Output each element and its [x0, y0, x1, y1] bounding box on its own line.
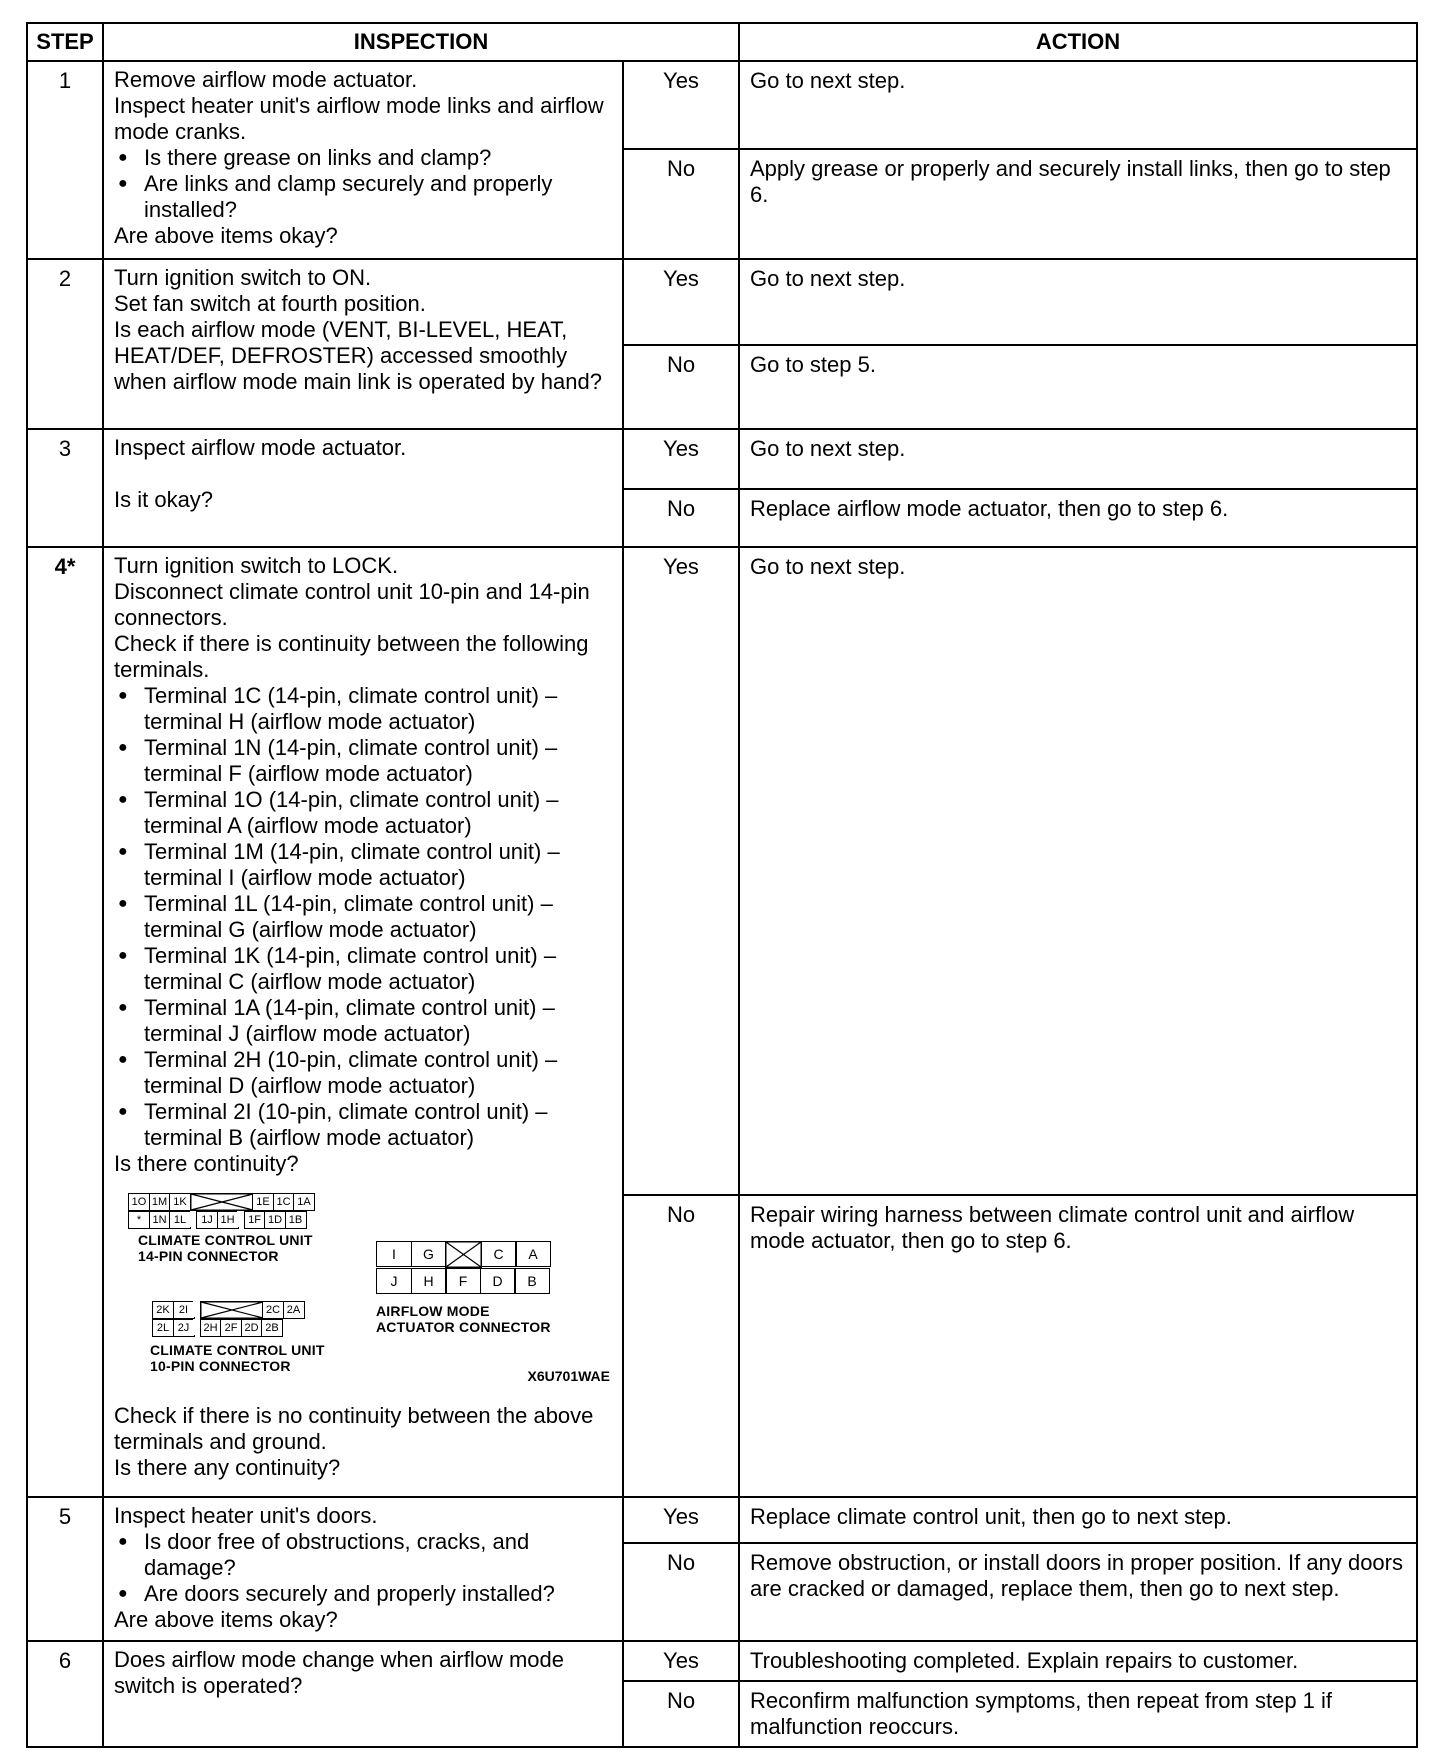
pin: 2B: [261, 1319, 283, 1337]
connector-label: AIRFLOW MODE: [376, 1302, 490, 1319]
yes-action: Go to next step.: [739, 547, 1417, 1195]
connector-diagrams: [114, 1185, 612, 1397]
pin: 1J: [196, 1211, 218, 1229]
step-3-inspection: [103, 429, 623, 547]
no-action: Reconfirm malfunction symptoms, then repeat from step 1 if malfunction reoccurs.: [739, 1681, 1417, 1747]
terminal-bullet: ● Terminal 1M (14-pin, climate control unit) – terminal I (airflow mode actuator): [114, 839, 612, 891]
pin: 1N: [149, 1211, 171, 1229]
yes-label: Yes: [623, 429, 739, 489]
pin: 2A: [283, 1301, 305, 1319]
airflow-mode-actuator-connector: [376, 1241, 551, 1335]
step-number: 4*: [27, 547, 103, 1497]
step-number: 3: [27, 429, 103, 547]
inspection-line: Inspect heater unit's airflow mode links and airflow mode cranks.: [114, 93, 604, 144]
pin: 1E: [252, 1193, 274, 1211]
yes-action: Troubleshooting completed. Explain repairs to customer.: [739, 1641, 1417, 1681]
inspection-line: Set fan switch at fourth position.: [114, 291, 426, 316]
blank-pin-cross: [200, 1301, 264, 1319]
pin: 2I: [173, 1301, 195, 1319]
step-5-inspection: [103, 1497, 623, 1641]
terminal-bullet: ● Terminal 1O (14-pin, climate control unit) – terminal A (airflow mode actuator): [114, 787, 612, 839]
terminal-bullet: ● Terminal 2I (10-pin, climate control unit) – terminal B (airflow mode actuator): [114, 1099, 612, 1151]
connector-label: ACTUATOR CONNECTOR: [376, 1318, 551, 1335]
terminal-bullet: ● Terminal 1L (14-pin, climate control unit) – terminal G (airflow mode actuator): [114, 891, 612, 943]
yes-action: Go to next step.: [739, 429, 1417, 489]
pin: D: [480, 1268, 516, 1294]
no-action: Remove obstruction, or install doors in proper position. If any doors are cracked or damaged, replace them, then go to next step.: [739, 1543, 1417, 1641]
pin: 2D: [241, 1319, 263, 1337]
inspection-question: Is it okay?: [114, 487, 214, 512]
pin: 1H: [217, 1211, 239, 1229]
inspection-bullet: ● Are doors securely and properly installed?: [114, 1581, 612, 1607]
climate-control-10pin-connector: [152, 1301, 325, 1374]
inspection-line: Turn ignition switch to LOCK.: [114, 553, 399, 578]
terminal-bullet: ● Terminal 1A (14-pin, climate control unit) – terminal J (airflow mode actuator): [114, 995, 612, 1047]
connector-label: 10-PIN CONNECTOR: [150, 1357, 291, 1374]
pin: 2F: [220, 1319, 242, 1337]
header-action: ACTION: [739, 23, 1417, 61]
no-action: Apply grease or properly and securely install links, then go to step 6.: [739, 149, 1417, 259]
no-action: Repair wiring harness between climate control unit and airflow mode actuator, then go to step 6.: [739, 1195, 1417, 1497]
no-label: No: [623, 1195, 739, 1497]
terminal-bullet: ● Terminal 1K (14-pin, climate control unit) – terminal C (airflow mode actuator): [114, 943, 612, 995]
no-label: No: [623, 149, 739, 259]
step-2-yes-row: [27, 259, 1417, 345]
step-2-inspection: [103, 259, 623, 429]
header-step: STEP: [27, 23, 103, 61]
yes-action: Replace climate control unit, then go to next step.: [739, 1497, 1417, 1543]
pin: 2J: [173, 1319, 195, 1337]
step-number: 1: [27, 61, 103, 259]
pin: I: [376, 1241, 412, 1267]
step-4-inspection: [103, 547, 623, 1497]
inspection-line: Check if there is continuity between the following terminals.: [114, 631, 589, 682]
pin: 1M: [149, 1193, 171, 1211]
header-row: [27, 23, 1417, 61]
terminal-bullet: ● Terminal 2H (10-pin, climate control unit) – terminal D (airflow mode actuator): [114, 1047, 612, 1099]
inspection-bullet: ● Is there grease on links and clamp?: [114, 145, 612, 171]
pin: G: [411, 1241, 447, 1267]
pin: *: [128, 1211, 150, 1229]
no-label: No: [623, 1543, 739, 1641]
pin: H: [411, 1268, 447, 1294]
connector-label: CLIMATE CONTROL UNIT: [150, 1341, 325, 1358]
inspection-line: Turn ignition switch to ON.: [114, 265, 372, 290]
pin: 1L: [169, 1211, 191, 1229]
pin: F: [445, 1268, 481, 1294]
header-inspection: INSPECTION: [103, 23, 739, 61]
connector-label: CLIMATE CONTROL UNIT: [138, 1231, 313, 1248]
inspection-question: Is there any continuity?: [114, 1455, 341, 1480]
inspection-line: Inspect heater unit's doors.: [114, 1503, 378, 1528]
pin: B: [514, 1268, 550, 1294]
step-3-yes-row: [27, 429, 1417, 489]
inspection-bullet: ● Is door free of obstructions, cracks, and damage?: [114, 1529, 612, 1581]
pin: 1B: [285, 1211, 307, 1229]
step-6-yes-row: [27, 1641, 1417, 1681]
pin: 2C: [262, 1301, 284, 1319]
pin: 1K: [169, 1193, 191, 1211]
diagram-code: X6U701WAE: [527, 1368, 610, 1384]
step-4-yes-row: [27, 547, 1417, 1195]
step-number: 6: [27, 1641, 103, 1747]
troubleshooting-table: [26, 22, 1418, 1748]
step-1-inspection: [103, 61, 623, 259]
inspection-question: Are above items okay?: [114, 223, 338, 248]
pin: 1D: [264, 1211, 286, 1229]
pin: 2L: [152, 1319, 174, 1337]
connector-label: 14-PIN CONNECTOR: [138, 1247, 279, 1264]
inspection-line: Inspect airflow mode actuator.: [114, 435, 407, 460]
terminal-bullet: ● Terminal 1N (14-pin, climate control unit) – terminal F (airflow mode actuator): [114, 735, 612, 787]
yes-label: Yes: [623, 61, 739, 149]
no-action: Replace airflow mode actuator, then go to step 6.: [739, 489, 1417, 547]
yes-label: Yes: [623, 1641, 739, 1681]
inspection-question: Are above items okay?: [114, 1607, 338, 1632]
pin: 2H: [200, 1319, 222, 1337]
inspection-line: Remove airflow mode actuator.: [114, 67, 418, 92]
pin: 1C: [273, 1193, 295, 1211]
pin: C: [481, 1241, 517, 1267]
yes-label: Yes: [623, 547, 739, 1195]
step-number: 2: [27, 259, 103, 429]
inspection-line: Does airflow mode change when airflow mode switch is operated?: [114, 1647, 565, 1698]
pin: 1A: [293, 1193, 315, 1211]
blank-pin-cross: [445, 1241, 482, 1268]
no-label: No: [623, 345, 739, 429]
step-5-yes-row: [27, 1497, 1417, 1543]
pin: 2K: [152, 1301, 174, 1319]
pin: 1O: [128, 1193, 150, 1211]
no-action: Go to step 5.: [739, 345, 1417, 429]
inspection-line: Disconnect climate control unit 10-pin and 14-pin connectors.: [114, 579, 590, 630]
step-number: 5: [27, 1497, 103, 1641]
inspection-line: Check if there is no continuity between the above terminals and ground.: [114, 1403, 594, 1454]
no-label: No: [623, 1681, 739, 1747]
step-1-yes-row: [27, 61, 1417, 149]
yes-label: Yes: [623, 259, 739, 345]
blank-pin-cross: [190, 1193, 254, 1211]
inspection-bullet: ● Are links and clamp securely and properly installed?: [114, 171, 612, 223]
yes-action: Go to next step.: [739, 61, 1417, 149]
pin: 1F: [244, 1211, 266, 1229]
yes-label: Yes: [623, 1497, 739, 1543]
inspection-line: Is each airflow mode (VENT, BI-LEVEL, HEAT, HEAT/DEF, DEFROSTER) accessed smoothly when airflow mode main link is operated by hand?: [114, 317, 602, 394]
pin: J: [376, 1268, 412, 1294]
no-label: No: [623, 489, 739, 547]
pin: A: [515, 1241, 551, 1267]
terminal-bullet: ● Terminal 1C (14-pin, climate control unit) – terminal H (airflow mode actuator): [114, 683, 612, 735]
inspection-question: Is there continuity?: [114, 1151, 299, 1176]
step-6-inspection: [103, 1641, 623, 1747]
yes-action: Go to next step.: [739, 259, 1417, 345]
climate-control-14pin-connector: [128, 1193, 314, 1264]
